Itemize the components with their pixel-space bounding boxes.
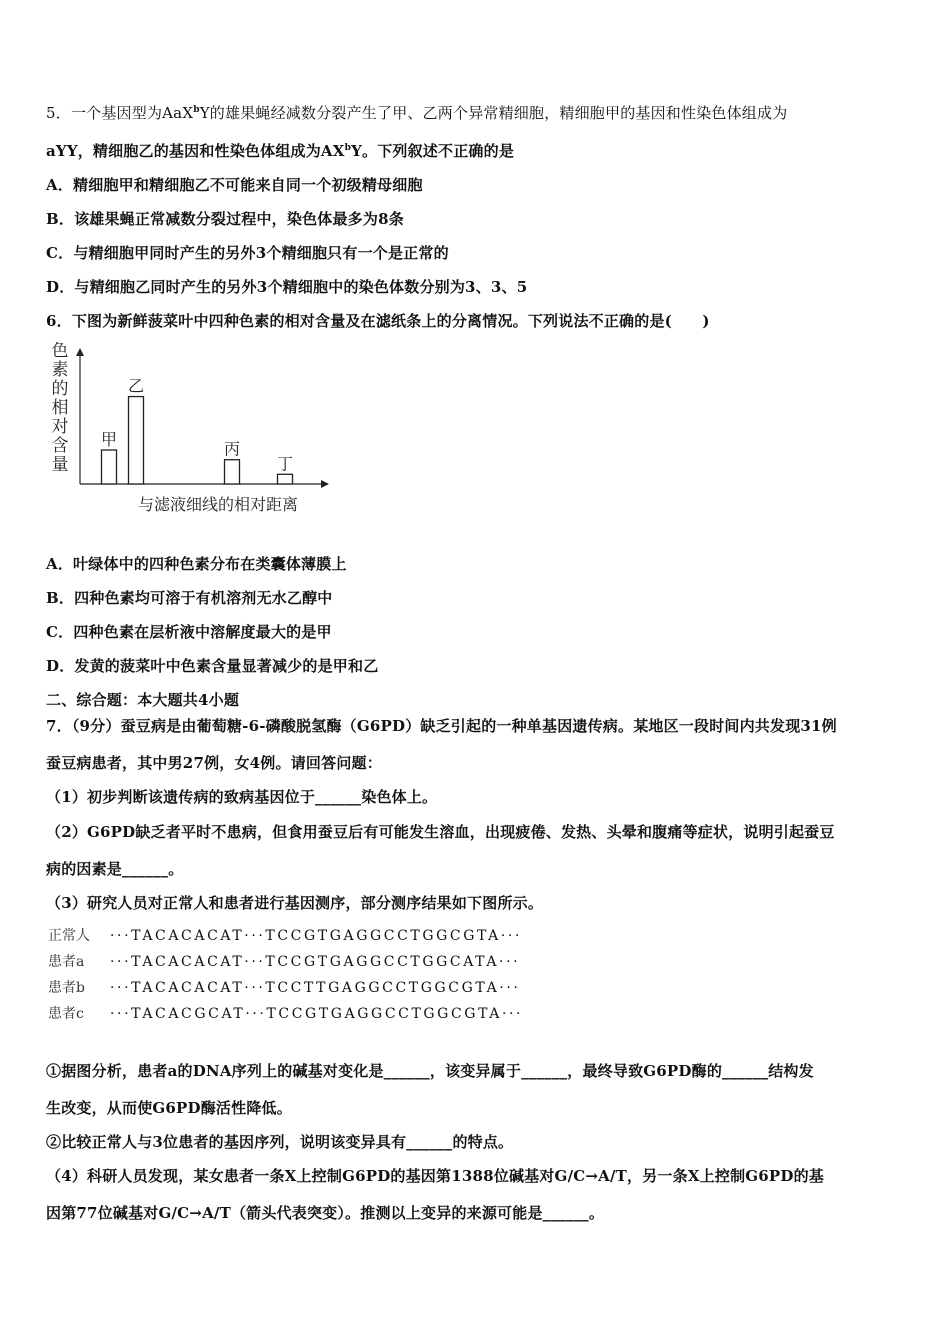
q7-part2-line2: 病的因素是______。 xyxy=(46,860,184,878)
q5-option-c: C．与精细胞甲同时产生的另外3个精细胞只有一个是正常的 xyxy=(46,244,449,262)
q7-sub1-line2: 生改变，从而使G6PD酶活性降低。 xyxy=(46,1099,292,1117)
q6-stem: 6．下图为新鲜菠菜叶中四种色素的相对含量及在滤纸条上的分离情况。下列说法不正确的是( ) xyxy=(46,312,710,330)
q7-sub1-line1: ①据图分析，患者a的DNA序列上的碱基对变化是______，该变异属于______，最终导致G6PD酶的______结构发 xyxy=(46,1062,814,1080)
bar-label-2: 乙 xyxy=(127,376,145,396)
q5-option-a: A．精细胞甲和精细胞乙不可能来自同一个初级精母细胞 xyxy=(46,176,423,194)
x-axis-label: 与滤液细线的相对距离 xyxy=(137,495,299,514)
q6-option-c: C．四种色素在层析液中溶解度最大的是甲 xyxy=(46,623,332,641)
q7-part2-line1: （2）G6PD缺乏者平时不患病，但食用蚕豆后有可能发生溶血，出现疲倦、发热、头晕和腹痛等症状，说明引起蚕豆 xyxy=(46,823,835,841)
q5-option-b: B．该雄果蝇正常减数分裂过程中，染色体最多为8条 xyxy=(46,210,404,228)
pigment-bar-chart xyxy=(44,342,344,522)
sequence-row-patient-c: 患者c ···TACACGCAT···TCCGTGAGGCCTGGCGTA··· xyxy=(48,1006,524,1022)
bar-label-1: 甲 xyxy=(100,430,118,449)
q7-part4-line1: （4）科研人员发现，某女患者一条X上控制G6PD的基因第1388位碱基对G/C→A/T，另一条X上控制G6PD的基 xyxy=(46,1167,825,1185)
y-axis-arrow xyxy=(76,348,84,356)
y-axis-label: 色素的相对含量 xyxy=(51,342,69,475)
sequence-row-normal: 正常人 ···TACACACAT···TCCGTGAGGCCTGGCGTA··· xyxy=(48,928,523,944)
bar-1 xyxy=(102,450,117,484)
bar-2 xyxy=(129,397,144,484)
q7-part4-line2: 因第77位碱基对G/C→A/T（箭头代表突变）。推测以上变异的来源可能是______。 xyxy=(46,1204,605,1222)
bar-label-4: 丁 xyxy=(276,454,294,474)
q7-part3: （3）研究人员对正常人和患者进行基因测序，部分测序结果如下图所示。 xyxy=(46,894,544,912)
q5-stem-line1: 5．一个基因型为AaX$^b$Y的雄果蝇经减数分裂产生了甲、乙两个异常精细胞，精细胞甲的基因和性染色体组成为 xyxy=(46,104,788,122)
q7-sub2: ②比较正常人与3位患者的基因序列，说明该变异具有______的特点。 xyxy=(46,1133,514,1151)
q7-part1: （1）初步判断该遗传病的致病基因位于______染色体上。 xyxy=(46,788,438,806)
bar-4 xyxy=(278,474,293,484)
sequence-row-patient-b: 患者b ···TACACACAT···TCCTTGAGGCCTGGCGTA··· xyxy=(48,980,521,996)
bar-label-3: 丙 xyxy=(223,439,241,459)
q6-option-b: B．四种色素均可溶于有机溶剂无水乙醇中 xyxy=(46,589,333,607)
q5-option-d: D．与精细胞乙同时产生的另外3个精细胞中的染色体数分别为3、3、5 xyxy=(46,278,528,296)
q6-option-a: A．叶绿体中的四种色素分布在类囊体薄膜上 xyxy=(46,555,347,573)
q7-stem-line1: 7．（9分）蚕豆病是由葡萄糖-6-磷酸脱氢酶（G6PD）缺乏引起的一种单基因遗传病。某地区一段时间内共发现31例 xyxy=(46,717,837,735)
q5-stem-line2: aYY，精细胞乙的基因和性染色体组成为$AX^bY$。下列叙述不正确的是 xyxy=(46,142,515,160)
sequence-row-patient-a: 患者a ···TACACACAT···TCCGTGAGGCCTGGCATA··· xyxy=(48,954,521,970)
q6-option-d: D．发黄的菠菜叶中色素含量显著减少的是甲和乙 xyxy=(46,657,379,675)
q7-stem-line2: 蚕豆病患者，其中男27例，女4例。请回答问题： xyxy=(46,754,382,772)
section-heading: 二、综合题：本大题共4小题 xyxy=(46,691,240,709)
x-axis-arrow xyxy=(321,480,329,488)
bar-3 xyxy=(225,460,240,484)
